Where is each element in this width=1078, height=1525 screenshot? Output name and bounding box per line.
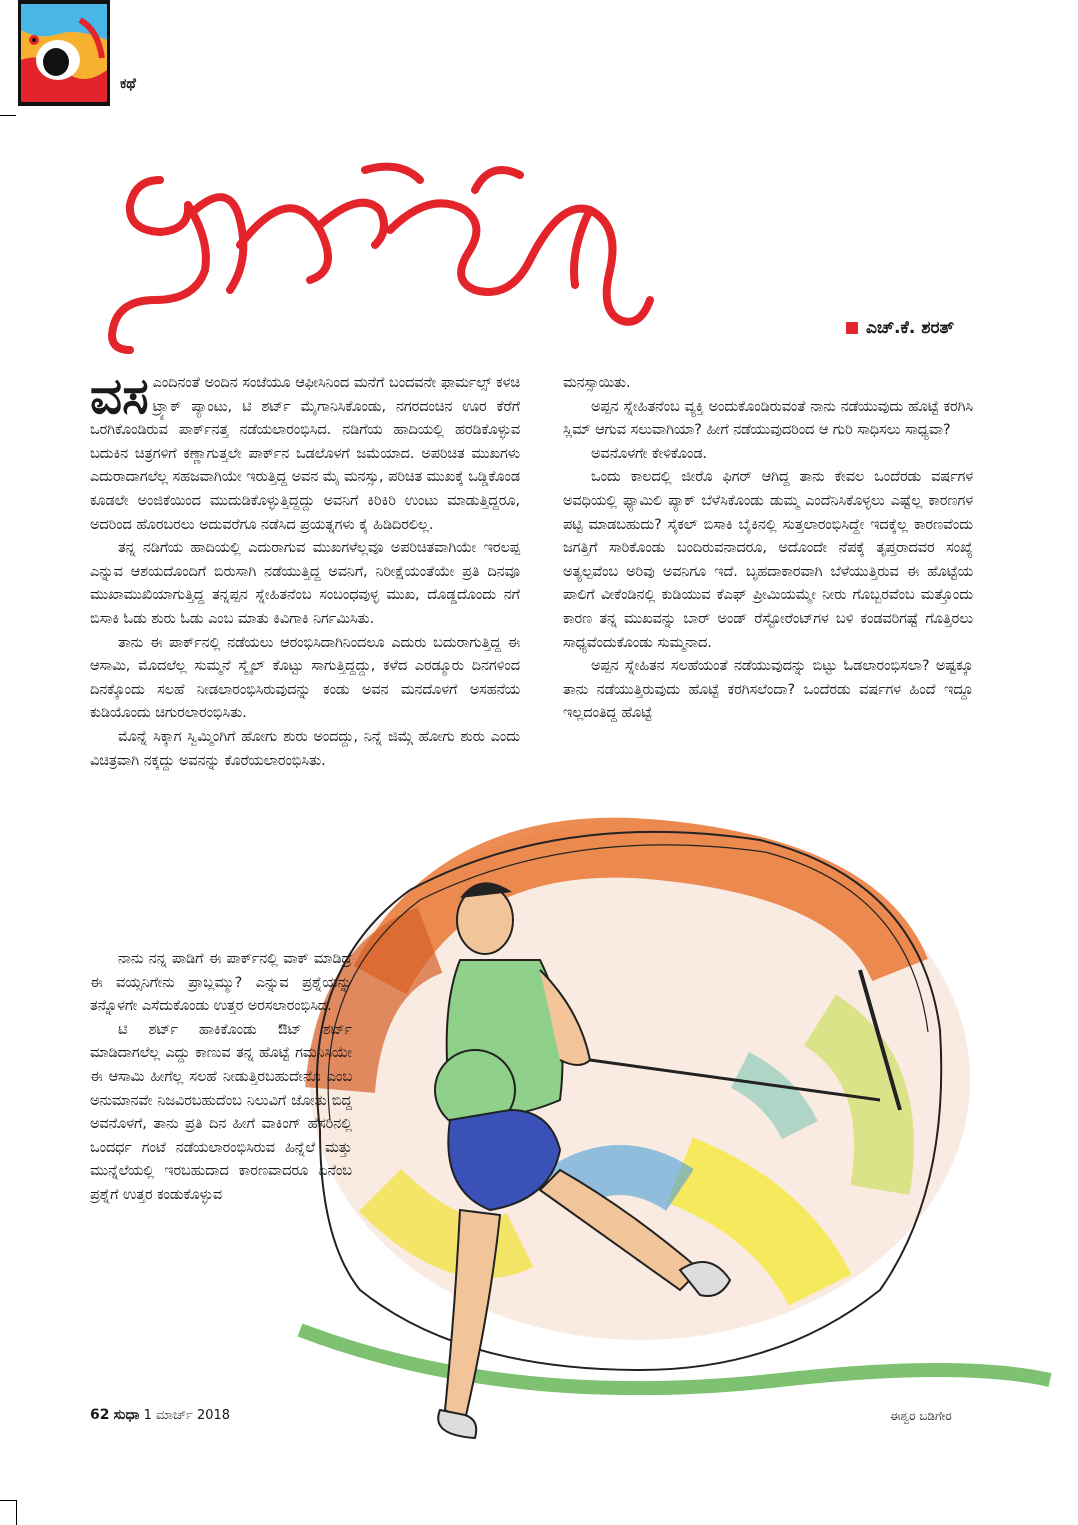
story-paragraph-text: ಎಂದಿನಂತೆ ಅಂದಿನ ಸಂಜೆಯೂ ಆಫೀಸಿನಿಂದ ಮನೆಗೆ ಬಂದವನೇ ಫಾರ್ಮಲ್ಸ್ ಕಳಚಿ ಟ್ರ್ಯಾಕ್ ಪ್ಯಾಂಟು, ಟಿ ಶರ್ಟ್ ಮೈಗಾನಿಸಿಕೊಂಡು, ನಗರದಂಚಿನ ಊರ ಕೆರೆಗೆ ಒರಗಿಕೊಂಡಿರುವ ಪಾರ್ಕ್‌ನತ್ತ ನಡೆಯಲಾರಂಭಿಸಿದ. ನಡಿಗೆಯ ಹಾದಿಯಲ್ಲಿ ಹರಡಿಕೊಳ್ಳುವ ಬದುಕಿನ ಚಿತ್ರಗಳಿಗೆ ಕಣ್ಣಾಗುತ್ತಲೇ ಪಾರ್ಕ್‌ನ ಒಡಲೊಳಗೆ ಜಮೆಯಾದ. ಅಪರಿಚಿತ ಮುಖಗಳು ಎದುರಾದಾಗಲೆಲ್ಲ ಸಹಜವಾಗಿಯೇ ಇರುತ್ತಿದ್ದ ಅವನ ಮೈ ಮನಸ್ಸು, ಪರಿಚಿತ ಮುಖಕ್ಕೆ ಒಡ್ಡಿಕೊಂಡ ಕೂಡಲೇ ಅಂಜಿಕೆಯಿಂದ ಮುದುಡಿಕೊಳ್ಳುತ್ತಿದ್ದದ್ದು ಅವನಿಗೆ ಕಿರಿಕಿರಿ ಉಂಟು ಮಾಡುತ್ತಿದ್ದರೂ, ಅದರಿಂದ ಹೊರಬರಲು ಅದುವರೆಗೂ ನಡೆಸಿದ ಪ್ರಯತ್ನಗಳು ಕೈ ಹಿಡಿದಿರಲಿಲ್ಲ.	[90, 375, 520, 533]
byline	[846, 318, 954, 338]
story-paragraph: ತಾನು ಈ ಪಾರ್ಕ್‌ನಲ್ಲಿ ನಡೆಯಲು ಆರಂಭಿಸಿದಾಗಿನಿಂದಲೂ ಎದುರು ಬದುರಾಗುತ್ತಿದ್ದ ಈ ಆಸಾಮಿ, ಮೊದಲೆಲ್ಲ ಸುಮ್ಮನೆ ಸ್ಮೈಲ್ ಕೊಟ್ಟು ಸಾಗುತ್ತಿದ್ದದ್ದು, ಕಳೆದ ಎರಡ್ಮೂರು ದಿನಗಳಿಂದ ದಿನಕ್ಕೊಂದು ಸಲಹೆ ನೀಡಲಾರಂಭಿಸಿರುವುದನ್ನು ಕಂಡು ಅವನ ಮನದೊಳಗೆ ಅಸಹನೆಯ ಕುಡಿಯೊಂದು ಚಿಗುರಲಾರಂಭಿಸಿತು.	[90, 634, 520, 722]
story-paragraph: ತನ್ನ ನಡಿಗೆಯ ಹಾದಿಯಲ್ಲಿ ಎದುರಾಗುವ ಮುಖಗಳೆಲ್ಲವೂ ಅಪರಿಚಿತವಾಗಿಯೇ ಇರಲಪ್ಪ ಎನ್ನುವ ಆಶಯದೊಂದಿಗೆ ಬಿರುಸಾಗಿ ನಡೆಯುತ್ತಿದ್ದ ಅವನಿಗೆ, ನಿರೀಕ್ಷೆಯಂತೆಯೇ ಪ್ರತಿ ದಿನವೂ ಮುಖಾಮುಖಿಯಾಗುತ್ತಿದ್ದ ತನ್ನಪ್ಪನ ಸ್ನೇಹಿತನೆಂಬ ಸಂಬಂಧವುಳ್ಳ ಮುಖ, ದೊಡ್ಡದೊಂದು ನಗೆ ಬಿಸಾಕಿ ಓಡು ಶುರು ಓಡು ಎಂಬ ಮಾತು ಕಿವಿಗಾಕಿ ನಿರ್ಗಮಿಸಿತು.	[90, 540, 520, 627]
author-name: ಎಚ್.ಕೆ. ಶರತ್	[866, 318, 955, 338]
story-column-left	[90, 366, 520, 773]
crop-mark	[0, 1500, 16, 1501]
story-paragraph: ಮೊನ್ನೆ ಸಿಕ್ಕಾಗ ಸ್ವಿಮ್ಮಿಂಗಿಗೆ ಹೋಗು ಶುರು ಅಂದದ್ದು, ನಿನ್ನೆ ಜಿಮ್ಗೆ ಹೋಗು ಶುರು ಎಂದು ವಿಚಿತ್ರವಾಗಿ ನಕ್ಕದ್ದು ಅವನನ್ನು ಕೊರೆಯಲಾರಂಭಿಸಿತು.	[90, 728, 520, 769]
story-paragraph: ಅವನೊಳಗೇ ಕೇಳಿಕೊಂಡ.	[591, 445, 708, 462]
page-number: 62	[90, 1407, 110, 1423]
red-square-icon	[846, 322, 858, 334]
magazine-name: ಸುಧಾ	[113, 1407, 140, 1423]
story-paragraph: ಮನಸ್ಸಾಯಿತು.	[563, 375, 631, 391]
story-paragraph	[90, 366, 520, 537]
story-paragraph: ಅಪ್ಪನ ಸ್ನೇಹಿತನ ಸಲಹೆಯಂತೆ ನಡೆಯುವುದನ್ನು ಬಿಟ್ಟು ಓಡಲಾರಂಭಿಸಲಾ? ಅಷ್ಟಕ್ಕೂ ತಾನು ನಡೆಯುತ್ತಿರುವುದು ಹೊಟ್ಟೆ ಕರಗಿಸಲೆಂದಾ? ಒಂದೆರಡು ವರ್ಷಗಳ ಹಿಂದೆ ಇದ್ದೂ ಇಲ್ಲದಂತಿದ್ದ ಹೊಟ್ಟೆ	[563, 658, 973, 722]
story-paragraph: ಅಪ್ಪನ ಸ್ನೇಹಿತನೆಂಬ ವ್ಯಕ್ತಿ ಅಂದುಕೊಂಡಿರುವಂತೆ ನಾನು ನಡೆಯುವುದು ಹೊಟ್ಟೆ ಕರಗಿಸಿ ಸ್ಲಿಮ್ ಆಗುವ ಸಲುವಾಗಿಯಾ? ಹೀಗೆ ನಡೆಯುವುದರಿಂದ ಆ ಗುರಿ ಸಾಧಿಸಲು ಸಾಧ್ಯವಾ?	[563, 398, 973, 439]
magazine-logo-icon	[18, 0, 110, 106]
story-paragraph: ಟಿ ಶರ್ಟ್ ಹಾಕಿಕೊಂಡು ಔಟ್ ಶರ್ಟ್ ಮಾಡಿದಾಗಲೆಲ್ಲ ಎದ್ದು ಕಾಣುವ ತನ್ನ ಹೊಟ್ಟೆ ಗಮನಿಸಿಯೇ ಈ ಆಸಾಮಿ ಹೀಗೆಲ್ಲ ಸಲಹೆ ನೀಡುತ್ತಿರಬಹುದೇನೊ ಎಂಬ ಅನುಮಾನವೇ ನಿಜವಿರಬಹುದೆಂಬ ನಿಲುವಿಗೆ ಜೋತು ಬಿದ್ದ ಅವನೊಳಗೆ, ತಾನು ಪ್ರತಿ ದಿನ ಹೀಗೆ ವಾಕಿಂಗ್ ಹೆಸರಿನಲ್ಲಿ ಒಂದರ್ಧ ಗಂಟೆ ನಡೆಯಲಾರಂಭಿಸಿರುವ ಹಿನ್ನೆಲೆ ಮತ್ತು ಮುನ್ನೆಲೆಯಲ್ಲಿ ಇರಬಹುದಾದ ಕಾರಣವಾದರೂ ಏನೆಂಬ ಪ್ರಶ್ನೆಗೆ ಉತ್ತರ ಕಂಡುಕೊಳ್ಳುವ	[90, 1021, 352, 1203]
illustrator-credit: ಈಶ್ವರ ಬಡಿಗೇರ	[890, 1409, 952, 1423]
crop-mark	[0, 115, 16, 116]
crop-mark	[16, 1500, 17, 1525]
story-column-right	[563, 372, 973, 726]
story-column-left-lower	[90, 948, 352, 1208]
story-paragraph: ಒಂದು ಕಾಲದಲ್ಲಿ ಜೀರೊ ಫಿಗರ್ ಆಗಿದ್ದ ತಾನು ಕೇವಲ ಒಂದೆರಡು ವರ್ಷಗಳ ಅವಧಿಯಲ್ಲಿ ಫ್ಯಾಮಿಲಿ ಪ್ಯಾಕ್ ಬೆಳೆಸಿಕೊಂಡು ಡುಮ್ಮ ಎಂದೆನಿಸಿಕೊಳ್ಳಲು ಎಷ್ಟೆಲ್ಲ ಕಾರಣಗಳ ಪಟ್ಟಿ ಮಾಡಬಹುದು? ಸೈಕಲ್ ಬಿಸಾಕಿ ಬೈಕಿನಲ್ಲಿ ಸುತ್ತಲಾರಂಭಿಸಿದ್ದೇ ಇದಕ್ಕೆಲ್ಲ ಕಾರಣವೆಂದು ಜಗತ್ತಿಗೆ ಸಾರಿಕೊಂಡು ಬಂದಿರುವನಾದರೂ, ಅದೊಂದೇ ನೆಪಕ್ಕೆ ತೃಪ್ತರಾದವರ ಸಂಖ್ಯೆ ಅತ್ಯಲ್ಪವೆಂಬ ಅರಿವು ಅವನಿಗೂ ಇದೆ. ಬೃಹದಾಕಾರವಾಗಿ ಬೆಳೆಯುತ್ತಿರುವ ಈ ಹೊಟ್ಟೆಯ ಪಾಲಿಗೆ ವೀಕೆಂಡಿನಲ್ಲಿ ಕುಡಿಯುವ ಕೆಎಫ್ ಪ್ರೀಮಿಯಮ್ಮೇ ನೀರು ಗೊಬ್ಬರವೆಂಬ ಮತ್ತೊಂದು ಕಾರಣ ತನ್ನ ಮುಖವನ್ನು ಬಾರ್ ಅಂಡ್ ರೆಸ್ಟೋರೆಂಟ್‌ಗಳ ಬಳಿ ಕಂಡವರಿಗಷ್ಟೆ ಗೊತ್ತಿರಲು ಸಾಧ್ಯವೆಂದುಕೊಂಡು ಸುಮ್ಮನಾದ.	[563, 469, 973, 651]
issue-date: 1 ಮಾರ್ಚ್ 2018	[143, 1408, 231, 1423]
section-label: ಕಥೆ	[120, 76, 136, 92]
story-title	[90, 150, 660, 360]
runner-illustration	[260, 770, 1070, 1510]
drop-cap: ವಸ	[90, 366, 149, 425]
title-calligraphy-icon	[90, 150, 660, 360]
story-paragraph: ನಾನು ನನ್ನ ಪಾಡಿಗೆ ಈ ಪಾರ್ಕ್‌ನಲ್ಲಿ ವಾಕ್ ಮಾಡಿದ್ರೆ ಈ ವಯ್ಸನಿಗೇನು ಪ್ರಾಬ್ಲಮ್ಮು? ಎನ್ನುವ ಪ್ರಶ್ನೆಯನ್ನು ತನ್ನೊಳಗೇ ಎಸೆದುಕೊಂಡು ಉತ್ತರ ಅರಸಲಾರಂಭಿಸಿದ.	[90, 951, 352, 1015]
page-footer	[90, 1407, 230, 1423]
